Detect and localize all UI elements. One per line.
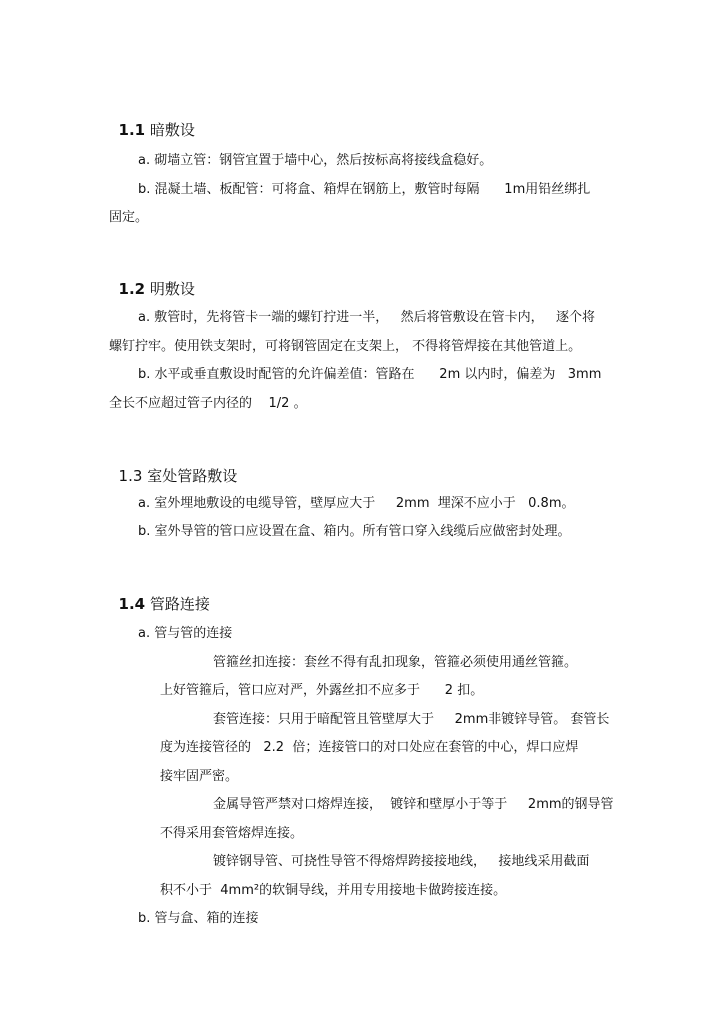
section-heading-1-4 bbox=[109, 574, 210, 614]
paragraph-line: b. 管与盒、箱的连接 bbox=[138, 911, 259, 926]
paragraph-line: b. 室外导管的管口应设置在盒、箱内。所有管口穿入线缆后应做密封处理。 bbox=[138, 524, 571, 539]
paragraph-line: 镀锌钢导管、可挠性导管不得熔焊跨接接地线， 接地线采用截面 bbox=[213, 854, 590, 869]
section-number: 1.2 bbox=[118, 280, 146, 298]
paragraph-line: 上好管箍后，管口应对严，外露丝扣不应多于 2 扣。 bbox=[160, 683, 484, 698]
section-heading-1-1 bbox=[109, 100, 195, 140]
section-title: 室处管路敷设 bbox=[147, 467, 238, 485]
paragraph-line: a. 管与管的连接 bbox=[138, 626, 233, 641]
section-number: 1.4 bbox=[118, 595, 146, 613]
paragraph-line: 套管连接：只用于暗配管且管壁厚大于 2mm非镀锌导管。 套管长 bbox=[213, 712, 610, 727]
section-number: 1.1 bbox=[118, 121, 146, 139]
paragraph-line: a. 砌墙立管：钢管宜置于墙中心，然后按标高将接线盒稳好。 bbox=[138, 153, 493, 168]
paragraph-line: 不得采用套管熔焊连接。 bbox=[160, 826, 304, 841]
section-heading-1-3 bbox=[109, 446, 237, 486]
paragraph-line: 金属导管严禁对口熔焊连接， 镀锌和壁厚小于等于 2mm的钢导管 bbox=[213, 797, 614, 812]
section-title: 明敷设 bbox=[149, 280, 195, 298]
paragraph-line: a. 敷管时，先将管卡一端的螺钉拧进一半， 然后将管敷设在管卡内， 逐个将 bbox=[138, 310, 596, 325]
paragraph-line: a. 室外埋地敷设的电缆导管，壁厚应大于 2mm 埋深不应小于 0.8m。 bbox=[138, 496, 575, 511]
paragraph-line: 固定。 bbox=[109, 210, 149, 225]
paragraph-line: 螺钉拧牢。使用铁支架时，可将钢管固定在支架上， 不得将管焊接在其他管道上。 bbox=[109, 339, 582, 354]
paragraph-line: 积不小于 4mm²的软铜导线，并用专用接地卡做跨接连接。 bbox=[160, 883, 507, 898]
section-number: 1.3 bbox=[118, 467, 143, 485]
section-title: 管路连接 bbox=[149, 595, 210, 613]
paragraph-line: b. 水平或垂直敷设时配管的允许偏差值：管路在 2m 以内时，偏差为 3mm bbox=[138, 367, 602, 382]
paragraph-line: 接牢固严密。 bbox=[160, 769, 239, 784]
section-heading-1-2 bbox=[109, 259, 195, 299]
paragraph-line: 管箍丝扣连接：套丝不得有乱扣现象，管箍必须使用通丝管箍。 bbox=[213, 655, 578, 670]
paragraph-line: b. 混凝土墙、板配管：可将盒、箱焊在钢筋上，敷管时每隔 1m用铅丝绑扎 bbox=[138, 182, 591, 197]
paragraph-line: 度为连接管径的 2.2 倍；连接管口的对口处应在套管的中心，焊口应焊 bbox=[160, 740, 579, 755]
section-title: 暗敷设 bbox=[149, 121, 195, 139]
paragraph-line: 全长不应超过管子内径的 1/2 。 bbox=[109, 396, 307, 411]
